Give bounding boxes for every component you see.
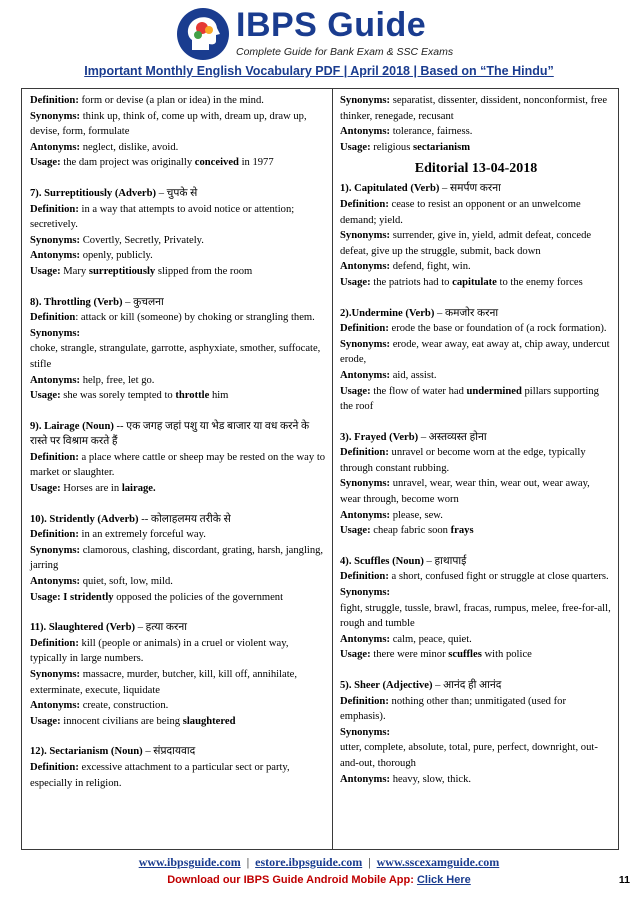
hindi-meaning: – चुपके से <box>156 187 198 199</box>
left-column <box>30 93 326 791</box>
vocab-entry-lairage: 9). Lairage (Noun) -- एक जगह जहां पशु या भेड बाजार या वध करने के रास्ते पर विश्राम करते हैं Definition: a place where cattle or sheep may be rested on the way to market or slaughter. Usage: Horses are in lairage. <box>30 420 326 495</box>
antonyms-text: tolerance, fairness. <box>392 126 473 138</box>
ibpsguide-link[interactable]: www.ibpsguide.com <box>138 855 241 869</box>
usage-text: she was sorely tempted to <box>63 390 176 402</box>
synonyms-text: utter, complete, absolute, total, pure, perfect, downright, out-and-out, thorough <box>340 742 598 769</box>
synonyms-text: separatist, dissenter, dissident, nonconformist, free thinker, renegade, recusant <box>340 95 608 122</box>
usage-text: the patriots had to <box>373 276 453 288</box>
synonyms-text: choke, strangle, strangulate, garrotte, asphyxiate, smother, suffocate, stifle <box>30 343 321 370</box>
entry-heading: 5). Sheer (Adjective) <box>340 680 433 691</box>
vocab-entry-surreptitiously: 7). Surreptitiously (Adverb) – चुपके से Definition: in a way that attempts to avoid notice or attention; secretively. Synonyms: Covertly, Secretly, Privately. Antonyms: openly, publicly. Usage: Mary surreptitiously slipped from the room <box>30 187 295 277</box>
entry-heading: 8). Throttling (Verb) <box>30 296 123 308</box>
app-download-text: Download our IBPS Guide Android Mobile App: <box>167 874 417 886</box>
entry-heading: 9). Lairage (Noun) <box>30 420 114 432</box>
page-header <box>0 0 638 92</box>
antonyms-text: openly, publicly. <box>82 250 153 262</box>
synonyms-text: erode, wear away, eat away at, chip away, undercut erode, <box>340 338 610 366</box>
vocab-entry-undermine: 2).Undermine (Verb) – कमजोर करना Definition: erode the base or foundation of (a rock formation). Synonyms: erode, wear away, eat away at, chip away, undercut erode, Antonyms: aid, assist. Usage: the flow of water had undermined pillars supporting the roof <box>340 307 610 413</box>
entry-heading: 2).Undermine (Verb) <box>340 307 435 319</box>
vocab-entry-sheer: 5). Sheer (Adjective) – आनंद ही आनंद Definition: nothing other than; unmitigated (used for emphasis). Synonyms: utter, complete, absolute, total, pure, perfect, downright, out-and-out, thorough Antonyms: heavy, slow, thick. <box>340 678 612 787</box>
antonyms-text: defend, fight, win. <box>392 261 471 273</box>
entry-heading: 1). Capitulated (Verb) <box>340 183 440 195</box>
hindi-meaning: – कमजोर करना <box>434 307 499 319</box>
definition-text: in a way that attempts to avoid notice or attention; secretively. <box>30 203 295 231</box>
usage-text: the flow of water had <box>373 385 467 397</box>
vocab-entry-continued: Definition: form or devise (a plan or idea) in the mind. Synonyms: think up, think of, come up with, dream up, draw up, devise, form, formulate Antonyms: neglect, dislike, avoid. Usage: the dam project was originally conceived in 1977 <box>30 95 307 169</box>
entry-heading: 11). Slaughtered (Verb) <box>30 622 136 634</box>
hindi-meaning: – हाथापाई <box>423 555 467 567</box>
vocab-entry-stridently: 10). Stridently (Adverb) -- कोलाहलमय तरीके से Definition: in an extremely forceful way. Synonyms: clamorous, clashing, discordant, grating, harsh, jangling, jarring Antonyms: quiet, soft, low, mild. Usage: I stridently opposed the policies of the government <box>30 513 324 603</box>
usage-text: Mary <box>63 265 89 277</box>
definition-text: kill (people or animals) in a cruel or violent way, typically in large numbers. <box>30 637 289 665</box>
antonyms-text: quiet, soft, low, mild. <box>82 576 173 588</box>
definition-text: form or devise (a plan or idea) in the mind. <box>81 95 264 106</box>
page-number: 11 <box>618 874 630 886</box>
definition-text: nothing other than; unmitigated (used for emphasis). <box>340 695 566 723</box>
definition-text: unravel or become worn at the edge, typically through constant rubbing. <box>340 447 586 474</box>
usage-text: innocent civilians are being <box>63 715 183 727</box>
definition-text: a place where cattle or sheep may be rested on the way to market or slaughter. <box>30 451 326 479</box>
vocab-entry-scuffles: 4). Scuffles (Noun) – हाथापाई Definition: a short, confused fight or struggle at close quarters. Synonyms: fight, struggle, tussle, brawl, fracas, rumpus, melee, free-for-all, rough and tumble Antonyms: calm, peace, quiet. Usage: there were minor scuffles with police <box>340 555 611 661</box>
brain-head-icon <box>176 6 230 62</box>
usage-text: cheap fabric soon <box>373 525 451 537</box>
synonyms-text: fight, struggle, tussle, brawl, fracas, rumpus, melee, free-for-all, rough and tumble <box>340 602 611 630</box>
antonyms-text: aid, assist. <box>392 369 437 381</box>
click-here-link[interactable]: Click Here <box>416 874 471 886</box>
vocab-entry-frayed: 3). Frayed (Verb) – अस्तव्यस्त होना Definition: unravel or become worn at the edge, typically through constant rubbing. Synonyms: unravel, wear, wear thin, wear out, wear away, wear through, become worn Antonyms: please, sew. Usage: cheap fabric soon frays <box>340 431 590 537</box>
column-divider <box>332 89 333 849</box>
page-heading: Important Monthly English Vocabulary PDF | April 2018 | Based on “The Hindu” <box>84 64 554 78</box>
hindi-meaning: – आनंद ही आनंद <box>432 680 502 691</box>
app-download-banner <box>0 874 638 886</box>
entry-heading: 12). Sectarianism (Noun) <box>30 746 143 758</box>
sscexamguide-link[interactable]: www.sscexamguide.com <box>376 855 500 869</box>
usage-text: religious <box>373 141 413 153</box>
usage-text: there were minor <box>373 649 449 661</box>
logo-tagline: Complete Guide for Bank Exam & SSC Exams <box>236 46 454 58</box>
definition-text: : attack or kill (someone) by choking or strangling them. <box>75 312 315 324</box>
hindi-meaning: – संप्रदायवाद <box>142 746 196 758</box>
vocab-entry-sectarianism: 12). Sectarianism (Noun) – संप्रदायवाद Definition: excessive attachment to a particular sect or party, especially in religion. <box>30 746 290 789</box>
entry-heading: 4). Scuffles (Noun) <box>340 555 424 567</box>
synonyms-text: Covertly, Secretly, Privately. <box>82 234 204 246</box>
hindi-meaning: – कुचलना <box>122 296 164 308</box>
ibps-guide-logo <box>176 6 476 62</box>
definition-text: in an extremely forceful way. <box>81 529 206 541</box>
right-column <box>340 93 612 787</box>
separator: | <box>368 855 371 869</box>
vocab-entry-sectarianism-continued: Synonyms: separatist, dissenter, dissident, nonconformist, free thinker, renegade, recusant Antonyms: tolerance, fairness. Usage: religious sectarianism <box>340 95 608 153</box>
definition-text: cease to resist an opponent or an unwelcome demand; yield. <box>340 198 581 226</box>
antonyms-text: calm, peace, quiet. <box>392 633 472 645</box>
usage-text: I stridently <box>63 591 114 603</box>
entry-heading: 7). Surreptitiously (Adverb) <box>30 187 157 199</box>
hindi-meaning: – हत्या करना <box>135 622 187 634</box>
definition-text: erode the base or foundation of (a rock formation). <box>391 323 607 335</box>
separator: | <box>246 855 250 869</box>
synonyms-text: clamorous, clashing, discordant, grating, harsh, jangling, jarring <box>30 544 324 572</box>
hindi-meaning: -- कोलाहलमय तरीके से <box>138 513 231 525</box>
usage-text: the dam project was originally <box>63 157 195 169</box>
vocab-entry-capitulated: 1). Capitulated (Verb) – समर्पण करना Definition: cease to resist an opponent or an unwelcome demand; yield. Synonyms: surrender, give in, yield, admit defeat, concede defeat, give up the struggle, submit, back down Antonyms: defend, fight, win. Usage: the patriots had to capitulate to the enemy forces <box>340 183 592 288</box>
definition-text: a short, confused fight or struggle at close quarters. <box>391 571 609 583</box>
entry-heading: 3). Frayed (Verb) <box>340 431 419 443</box>
vocab-entry-slaughtered: 11). Slaughtered (Verb) – हत्या करना Definition: kill (people or animals) in a cruel or violent way, typically in large numbers. Synonyms: massacre, murder, butcher, kill, kill off, annihilate, exterminate, execute, liquidate Antonyms: create, construction. Usage: innocent civilians are being slaughtered <box>30 622 297 727</box>
vocab-entry-throttling: 8). Throttling (Verb) – कुचलना Definition: attack or kill (someone) by choking or strangling them. Synonyms: choke, strangle, strangulate, garrotte, asphyxiate, smother, suffocate, stifle Antonyms: help, free, let go. Usage: she was sorely tempted to throttle him <box>30 295 326 404</box>
footer-links <box>0 855 638 870</box>
hindi-meaning: – अस्तव्यस्त होना <box>418 431 487 443</box>
hindi-meaning: – समर्पण करना <box>439 183 501 195</box>
antonyms-text: heavy, slow, thick. <box>392 773 472 785</box>
definition-text: excessive attachment to a particular sect or party, especially in religion. <box>30 761 290 789</box>
synonyms-text: surrender, give in, yield, admit defeat, concede defeat, give up the struggle, submit, back down <box>340 230 592 257</box>
synonyms-text: unravel, wear, wear thin, wear out, wear away, wear through, become worn <box>340 478 590 506</box>
usage-text: Horses are in <box>63 483 122 495</box>
synonyms-text: think up, think of, come up with, dream up, draw up, devise, form, formulate <box>30 110 307 138</box>
logo-title: IBPS Guide <box>236 6 427 44</box>
antonyms-text: create, construction. <box>82 700 169 712</box>
editorial-title: Editorial 13-04-2018 <box>414 161 538 177</box>
synonyms-text: massacre, murder, butcher, kill, kill off, annihilate, exterminate, execute, liquidate <box>30 669 297 696</box>
antonyms-text: help, free, let go. <box>82 374 155 386</box>
estore-link[interactable]: estore.ibpsguide.com <box>255 855 363 869</box>
antonyms-text: neglect, dislike, avoid. <box>82 141 179 153</box>
content-frame <box>21 88 619 850</box>
hindi-meaning: -- एक जगह जहां पशु या भेड बाजार या वध करने के रास्ते पर विश्राम करते हैं <box>30 420 310 448</box>
entry-heading: 10). Stridently (Adverb) <box>30 513 139 525</box>
antonyms-text: please, sew. <box>392 509 443 521</box>
